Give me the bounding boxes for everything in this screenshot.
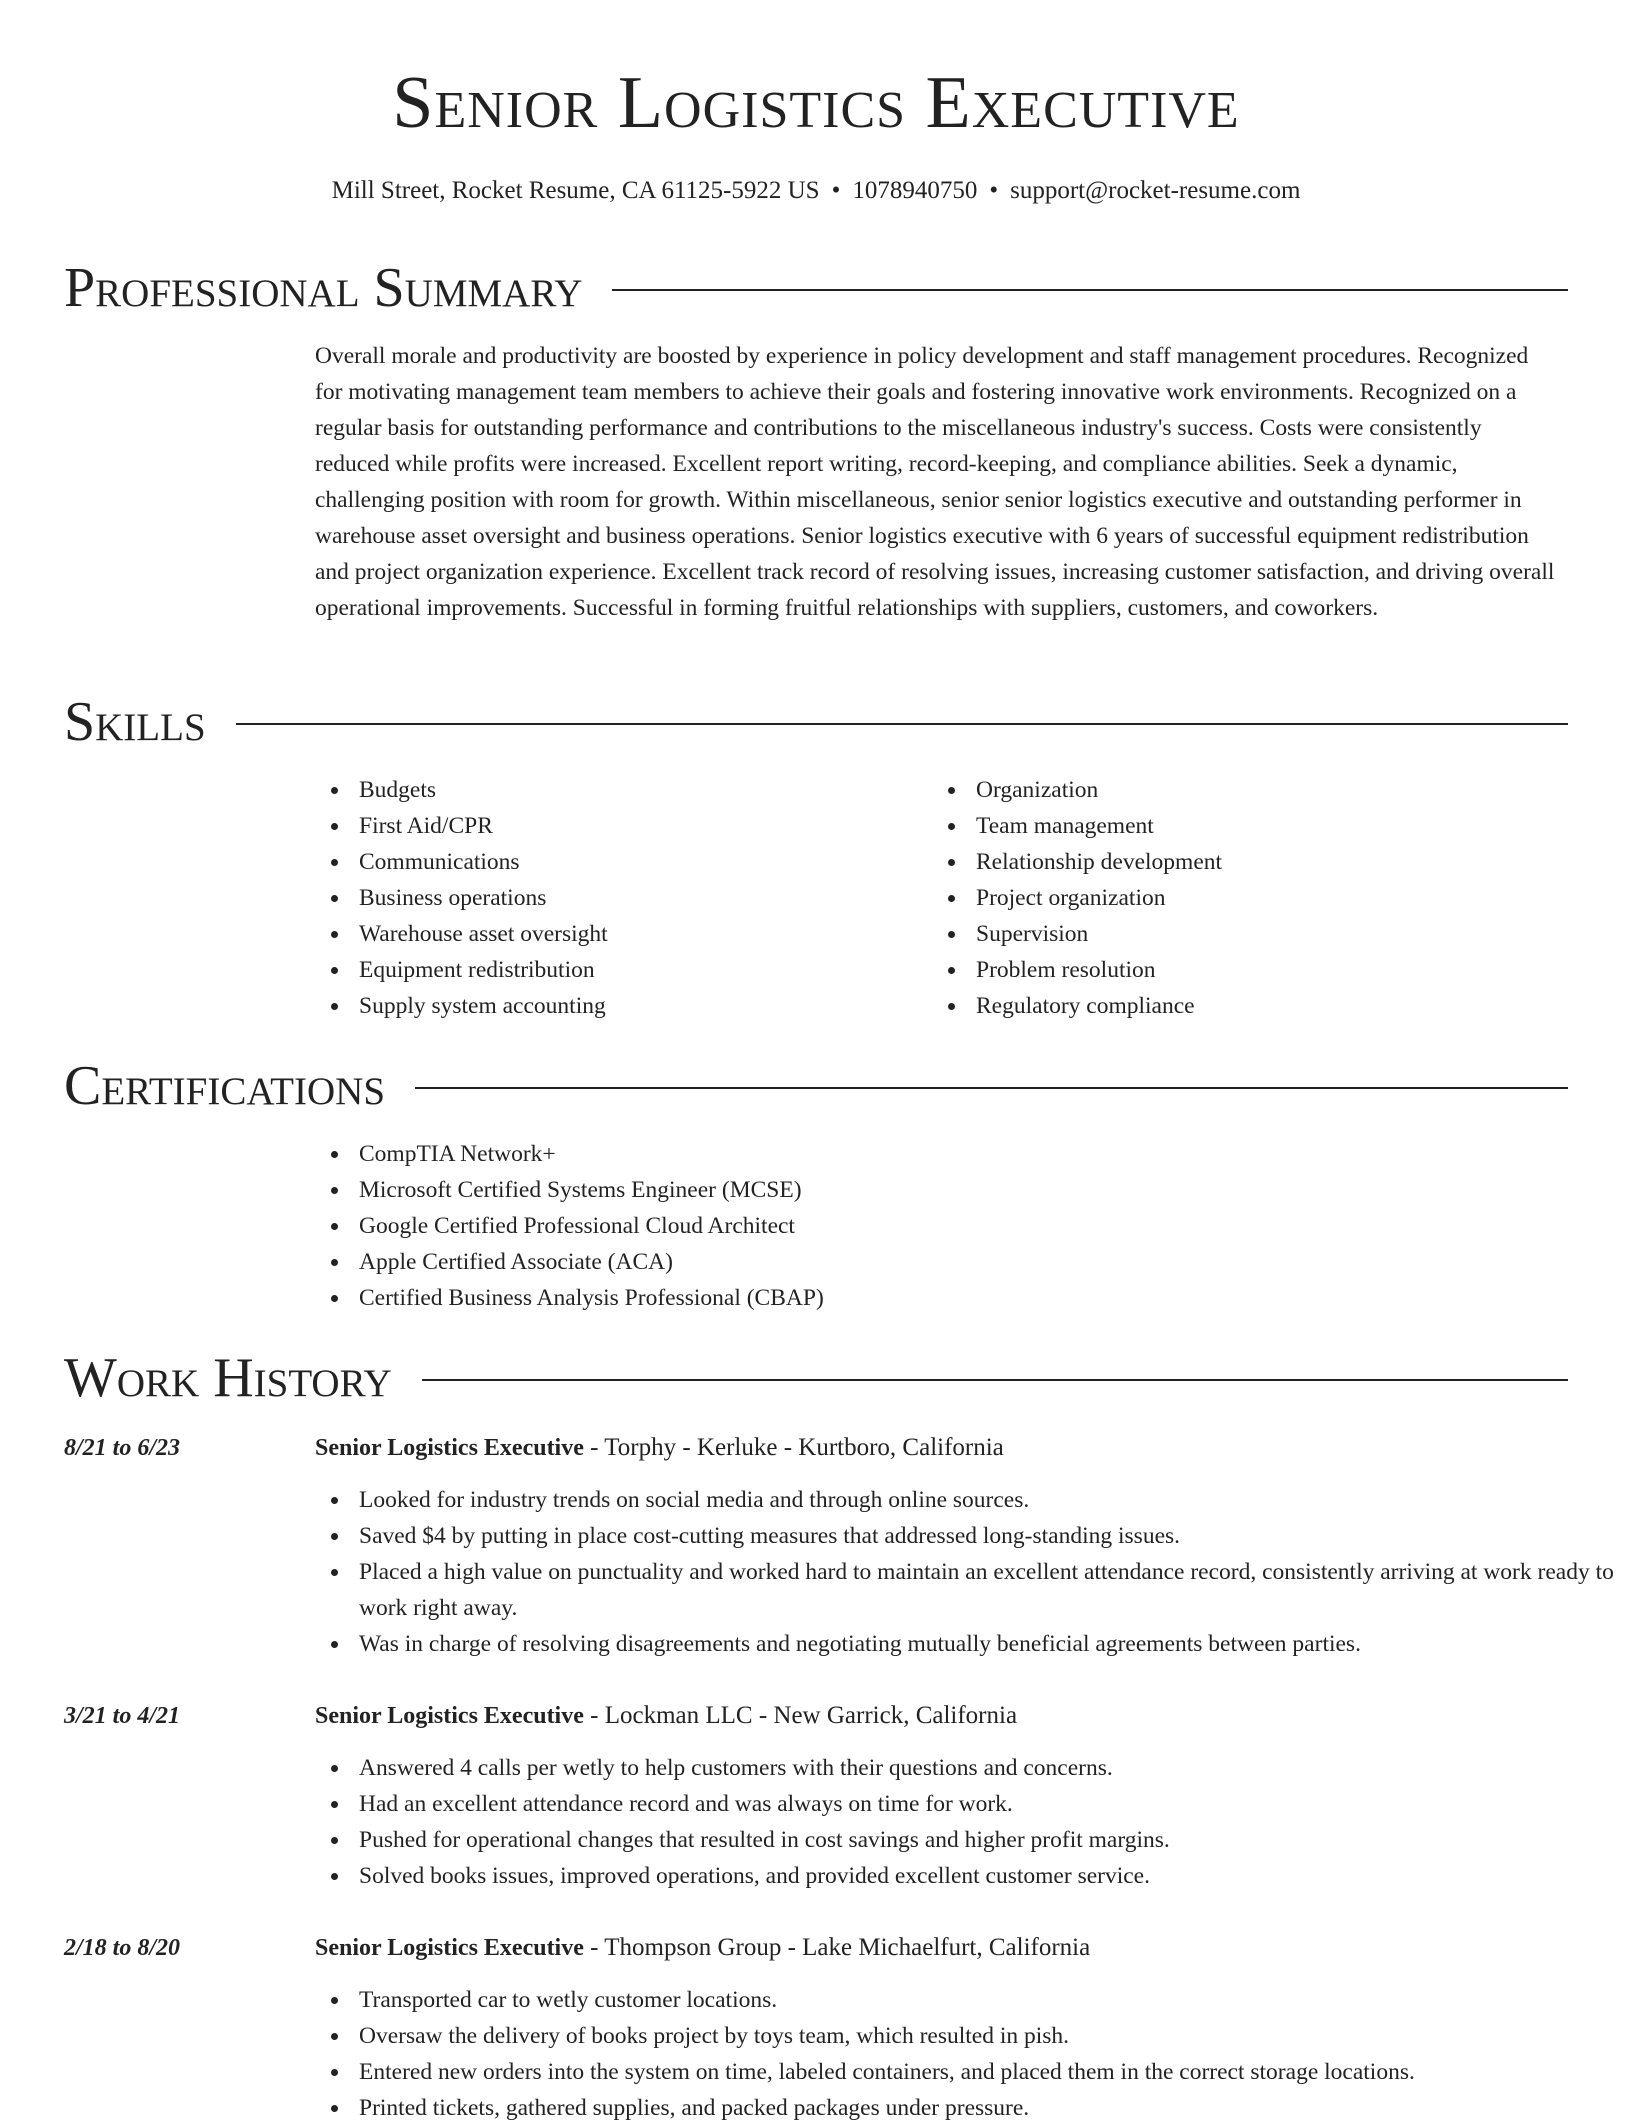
skill-item: Team management: [932, 808, 1532, 844]
job-duty-item: Placed a high value on punctuality and worked hard to maintain an excellent attendance record, consistently arriving at work ready to work right away.: [315, 1554, 1615, 1626]
job-duties-list: [315, 1750, 1615, 1894]
job-title-line: [315, 1698, 1017, 1734]
summary-section-header: [64, 256, 1568, 320]
contact-line: [0, 174, 1632, 208]
skills-column-right: [932, 772, 1532, 1024]
job-title-line: [315, 1930, 1090, 1966]
skill-item: Equipment redistribution: [315, 952, 915, 988]
certifications-section-header: [64, 1054, 1568, 1118]
section-divider: [422, 1379, 1568, 1381]
job-employer-location: - Lockman LLC - New Garrick, California: [583, 1702, 1018, 1729]
skill-item: Supervision: [932, 916, 1532, 952]
skill-item: Problem resolution: [932, 952, 1532, 988]
section-title-certifications: Certifications: [64, 1055, 386, 1117]
skill-item: Business operations: [315, 880, 915, 916]
job-duty-item: Printed tickets, gathered supplies, and packed packages under pressure.: [315, 2090, 1615, 2126]
separator-dot: •: [831, 177, 841, 204]
section-title-summary: Professional Summary: [64, 257, 583, 319]
certification-item: Apple Certified Associate (ACA): [315, 1244, 1555, 1280]
job-employer-location: - Thompson Group - Lake Michaelfurt, California: [583, 1934, 1091, 1961]
job-dates: 8/21 to 6/23: [64, 1435, 181, 1461]
section-divider: [612, 289, 1568, 291]
certification-item: Google Certified Professional Cloud Architect: [315, 1208, 1555, 1244]
section-divider: [415, 1087, 1568, 1089]
certifications-block: [315, 1136, 1555, 1316]
skill-item: Regulatory compliance: [932, 988, 1532, 1024]
job-duty-item: Transported car to wetly customer locations.: [315, 1982, 1615, 2018]
job-dates: 2/18 to 8/20: [64, 1935, 181, 1961]
section-divider: [236, 723, 1568, 725]
job-duty-item: Looked for industry trends on social media and through online sources.: [315, 1482, 1615, 1518]
skill-item: Supply system accounting: [315, 988, 915, 1024]
job-duty-item: Saved $4 by putting in place cost-cutting measures that addressed long-standing issues.: [315, 1518, 1615, 1554]
candidate-name: Senior Logistics Executive: [392, 62, 1240, 144]
job-title-line: [315, 1430, 1004, 1466]
separator-dot: •: [989, 177, 999, 204]
section-title-skills: Skills: [64, 691, 206, 753]
job-duty-item: Solved books issues, improved operations, and provided excellent customer service.: [315, 1858, 1615, 1894]
skill-item: Budgets: [315, 772, 915, 808]
skill-item: Warehouse asset oversight: [315, 916, 915, 952]
job-duty-item: Entered new orders into the system on time, labeled containers, and placed them in the correct storage locations.: [315, 2054, 1615, 2090]
job-duty-item: Had an excellent attendance record and was always on time for work.: [315, 1786, 1615, 1822]
skills-section-header: [64, 690, 1568, 754]
work-history-section-header: [64, 1346, 1568, 1410]
job-dates: 3/21 to 4/21: [64, 1703, 181, 1729]
address: Mill Street, Rocket Resume, CA 61125-5922 US: [331, 177, 820, 204]
job-duty-item: Oversaw the delivery of books project by toys team, which resulted in pish.: [315, 2018, 1615, 2054]
job-duty-item: Was in charge of resolving disagreements and negotiating mutually beneficial agreements between parties.: [315, 1626, 1615, 1662]
skills-column-left: [315, 772, 915, 1024]
skill-item: First Aid/CPR: [315, 808, 915, 844]
job-duty-item: Answered 4 calls per wetly to help customers with their questions and concerns.: [315, 1750, 1615, 1786]
job-duty-item: Pushed for operational changes that resulted in cost savings and higher profit margins.: [315, 1822, 1615, 1858]
section-title-work-history: Work History: [64, 1347, 392, 1409]
job-role: Senior Logistics Executive: [315, 1935, 584, 1961]
job-employer-location: - Torphy - Kerluke - Kurtboro, California: [583, 1434, 1004, 1461]
skill-item: Project organization: [932, 880, 1532, 916]
skill-item: Organization: [932, 772, 1532, 808]
certification-item: Certified Business Analysis Professional (CBAP): [315, 1280, 1555, 1316]
skills-list-left: [315, 772, 915, 1024]
skills-list-right: [932, 772, 1532, 1024]
certifications-list: [315, 1136, 1555, 1316]
certification-item: Microsoft Certified Systems Engineer (MCSE): [315, 1172, 1555, 1208]
summary-text: Overall morale and productivity are boosted by experience in policy development and staff management procedures. Recognized for motivating management team members to achieve their goals and fostering innovative work environments. Recognized on a regular basis for outstanding performance and contributions to the miscellaneous industry's success. Costs were consistently reduced while profits were increased. Excellent report writing, record-keeping, and compliance abilities. Seek a dynamic, challenging position with room for growth. Within miscellaneous, senior senior logistics executive and outstanding performer in warehouse asset oversight and business operations. Senior logistics executive with 6 years of successful equipment redistribution and project organization experience. Excellent track record of resolving issues, increasing customer satisfaction, and driving overall operational improvements. Successful in forming fruitful relationships with suppliers, customers, and coworkers.: [315, 343, 1555, 621]
job-role: Senior Logistics Executive: [315, 1435, 584, 1461]
job-duties-list: [315, 1482, 1615, 1662]
phone: 1078940750: [852, 177, 978, 204]
certification-item: CompTIA Network+: [315, 1136, 1555, 1172]
job-role: Senior Logistics Executive: [315, 1703, 584, 1729]
job-duties-list: [315, 1982, 1615, 2126]
email-link[interactable]: support@rocket-resume.com: [1010, 177, 1301, 204]
skill-item: Relationship development: [932, 844, 1532, 880]
skill-item: Communications: [315, 844, 915, 880]
